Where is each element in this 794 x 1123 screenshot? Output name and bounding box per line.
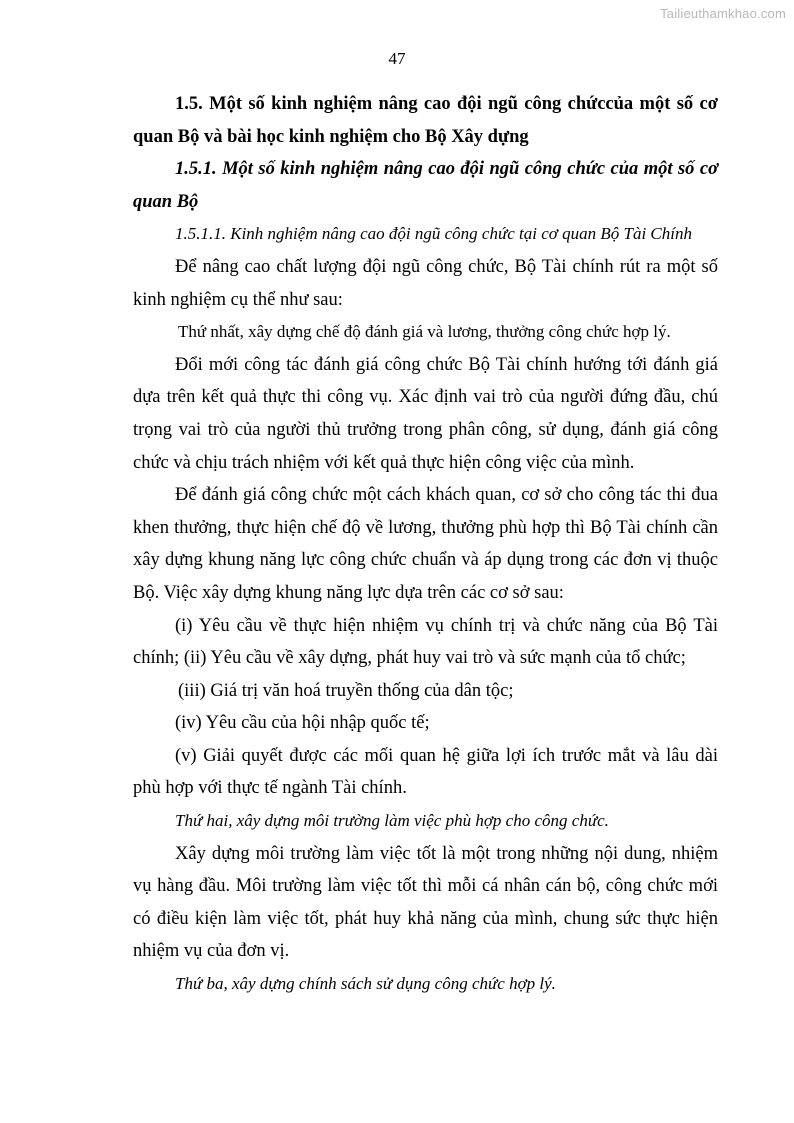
section-heading-1-5: 1.5. Một số kinh nghiệm nâng cao đội ngũ công chứccủa một số cơ quan Bộ và bài học kinh nghiệm cho Bộ Xây dựng (133, 94, 718, 147)
paragraph-work-environment: Xây dựng môi trường làm việc tốt là một trong những nội dung, nhiệm vụ hàng đầu. Môi trường làm việc tốt thì mỗi cá nhân cán bộ, công chức mới có điều kiện làm việc tốt, phát huy khả năng của mình, chung sức thực hiện nhiệm vụ của đơn vị. (133, 843, 718, 962)
section-heading-1-5-1-1: 1.5.1.1. Kinh nghiệm nâng cao đội ngũ công chức tại cơ quan Bộ Tài Chính (175, 224, 692, 244)
section-heading-1-5-1: 1.5.1. Một số kinh nghiệm nâng cao đội ngũ công chức của một số cơ quan Bộ (133, 159, 718, 212)
paragraph-objective-evaluation: Để đánh giá công chức một cách khách quan, cơ sở cho công tác thi đua khen thưởng, thực hiện chế độ về lương, thưởng phù hợp thì Bộ Tài chính cần xây dựng khung năng lực công chức chuẩn và áp dụng trong các đơn vị thuộc Bộ. Việc xây dựng khung năng lực dựa trên các cơ sở sau: (133, 485, 718, 603)
paragraph-renovate-evaluation: Đổi mới công tác đánh giá công chức Bộ Tài chính hướng tới đánh giá dựa trên kết quả thực thi công vụ. Xác định vai trò của người đứng đầu, chú trọng vai trò của người thủ trưởng trong phân công, sử dụng, đánh giá công chức và chịu trách nhiệm với kết quả thực hiện công việc của mình. (133, 354, 718, 473)
list-item-iv: (iv) Yêu cầu của hội nhập quốc tế; (175, 713, 430, 734)
watermark: Tailieuthamkhao.com (660, 6, 786, 21)
list-item-i-ii: (i) Yêu cầu về thực hiện nhiệm vụ chính trị và chức năng của Bộ Tài chính; (ii) Yêu cầu về xây dựng, phát huy vai trò và sức mạnh của tổ chức; (133, 615, 718, 669)
paragraph-second-point: Thứ hai, xây dựng môi trường làm việc phù hợp cho công chức. (175, 811, 609, 831)
list-item-iii: (iii) Giá trị văn hoá truyền thống của dân tộc; (178, 680, 514, 701)
paragraph-first-point: Thứ nhất, xây dựng chế độ đánh giá và lương, thưởng công chức hợp lý. (178, 322, 671, 342)
document-body (133, 88, 718, 1001)
paragraph-intro: Để nâng cao chất lượng đội ngũ công chức, Bộ Tài chính rút ra một số kinh nghiệm cụ thể như sau: (133, 256, 718, 310)
list-item-v: (v) Giải quyết được các mối quan hệ giữa lợi ích trước mắt và lâu dài phù hợp với thực tế ngành Tài chính. (133, 745, 718, 799)
paragraph-third-point: Thứ ba, xây dựng chính sách sử dụng công chức hợp lý. (175, 974, 556, 994)
page-number: 47 (388, 49, 406, 68)
